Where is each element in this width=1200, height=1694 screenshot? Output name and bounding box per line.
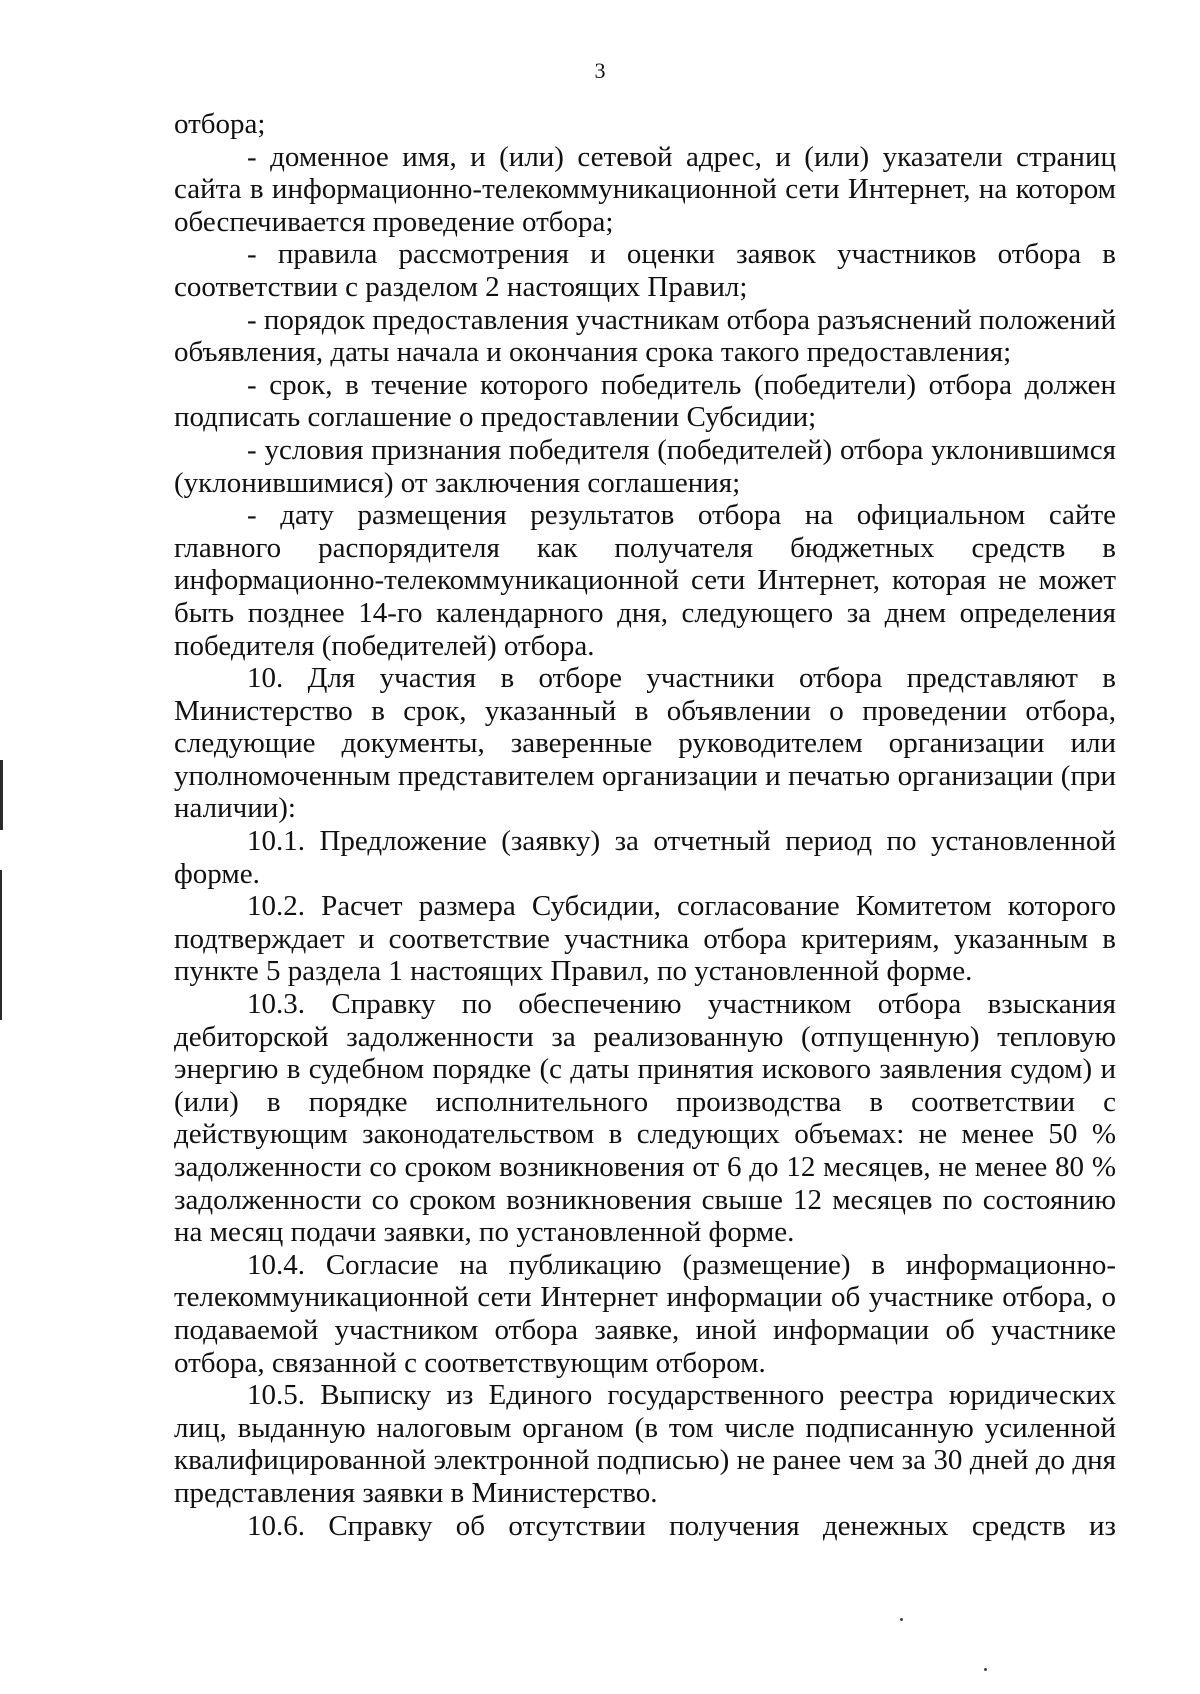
page-number: 3	[594, 58, 606, 83]
paragraph: 10.1. Предложение (заявку) за отчетный период по установленной форме.	[174, 825, 1116, 890]
paragraph: отбора;	[174, 108, 266, 140]
paragraph: 10.3. Справку по обеспечению участником отбора взыскания дебиторской задолженности за реализованную (отпущенную) тепловую энергию в судебном порядке (с даты принятия искового заявления судом) и (или) в порядке исполнительного производства в соответствии с действующим законодательством в следующих объемах: не менее 50 % задолженности со сроком возникновения от 6 до 12 месяцев, не менее 80 % задолженности со сроком возникновения свыше 12 месяцев по состоянию на месяц подачи заявки, по установленной форме.	[174, 988, 1116, 1249]
paragraph: 10.6. Справку об отсутствии получения денежных средств из	[247, 1509, 1116, 1542]
scan-margin-line	[0, 870, 2, 1020]
scan-speck	[984, 1668, 987, 1671]
paragraph: - порядок предоставления участникам отбора разъяснений положений объявления, даты начала и окончания срока такого предоставления;	[174, 303, 1116, 369]
scan-speck	[900, 1618, 903, 1621]
paragraph: - дату размещения результатов отбора на официальном сайте главного распорядителя как получателя бюджетных средств в информационно-телекоммуникационной сети Интернет, которая не может быть позднее 14-го календарного дня, следующего за днем определения победителя (победителей) отбора.	[174, 499, 1116, 662]
paragraph: 10.4. Согласие на публикацию (размещение) в информационно-телекоммуникационной сети Интернет информации об участнике отбора, о подаваемой участником отбора заявке, иной информации об участнике отбора, связанной с соответствующим отбором.	[174, 1248, 1116, 1379]
scan-margin-line	[0, 760, 3, 830]
paragraph: 10.5. Выписку из Единого государственного реестра юридических лиц, выданную налоговым органом (в том числе подписанную усиленной квалифицированной электронной подписью) не ранее чем за 30 дней до дня представления заявки в Министерство.	[174, 1379, 1116, 1509]
paragraph: - срок, в течение которого победитель (победители) отбора должен подписать соглашение о предоставлении Субсидии;	[174, 368, 1116, 434]
paragraph: 10.2. Расчет размера Субсидии, согласование Комитетом которого подтверждает и соответствие участника отбора критериям, указанным в пункте 5 раздела 1 настоящих Правил, по установленной форме.	[174, 890, 1116, 988]
paragraph: - доменное имя, и (или) сетевой адрес, и (или) указатели страниц сайта в информационно-телекоммуникационной сети Интернет, на котором обеспечивается проведение отбора;	[174, 140, 1116, 238]
paragraph: - условия признания победителя (победителей) отбора уклонившимся (уклонившимися) от заключения соглашения;	[174, 433, 1116, 499]
paragraph: - правила рассмотрения и оценки заявок участников отбора в соответствии с разделом 2 настоящих Правил;	[174, 238, 1116, 303]
paragraph: 10. Для участия в отборе участники отбора представляют в Министерство в срок, указанный в объявлении о проведении отбора, следующие документы, заверенные руководителем организации или уполномоченным представителем организации и печатью организации (при наличии):	[174, 662, 1116, 825]
document-body	[174, 108, 1116, 1542]
